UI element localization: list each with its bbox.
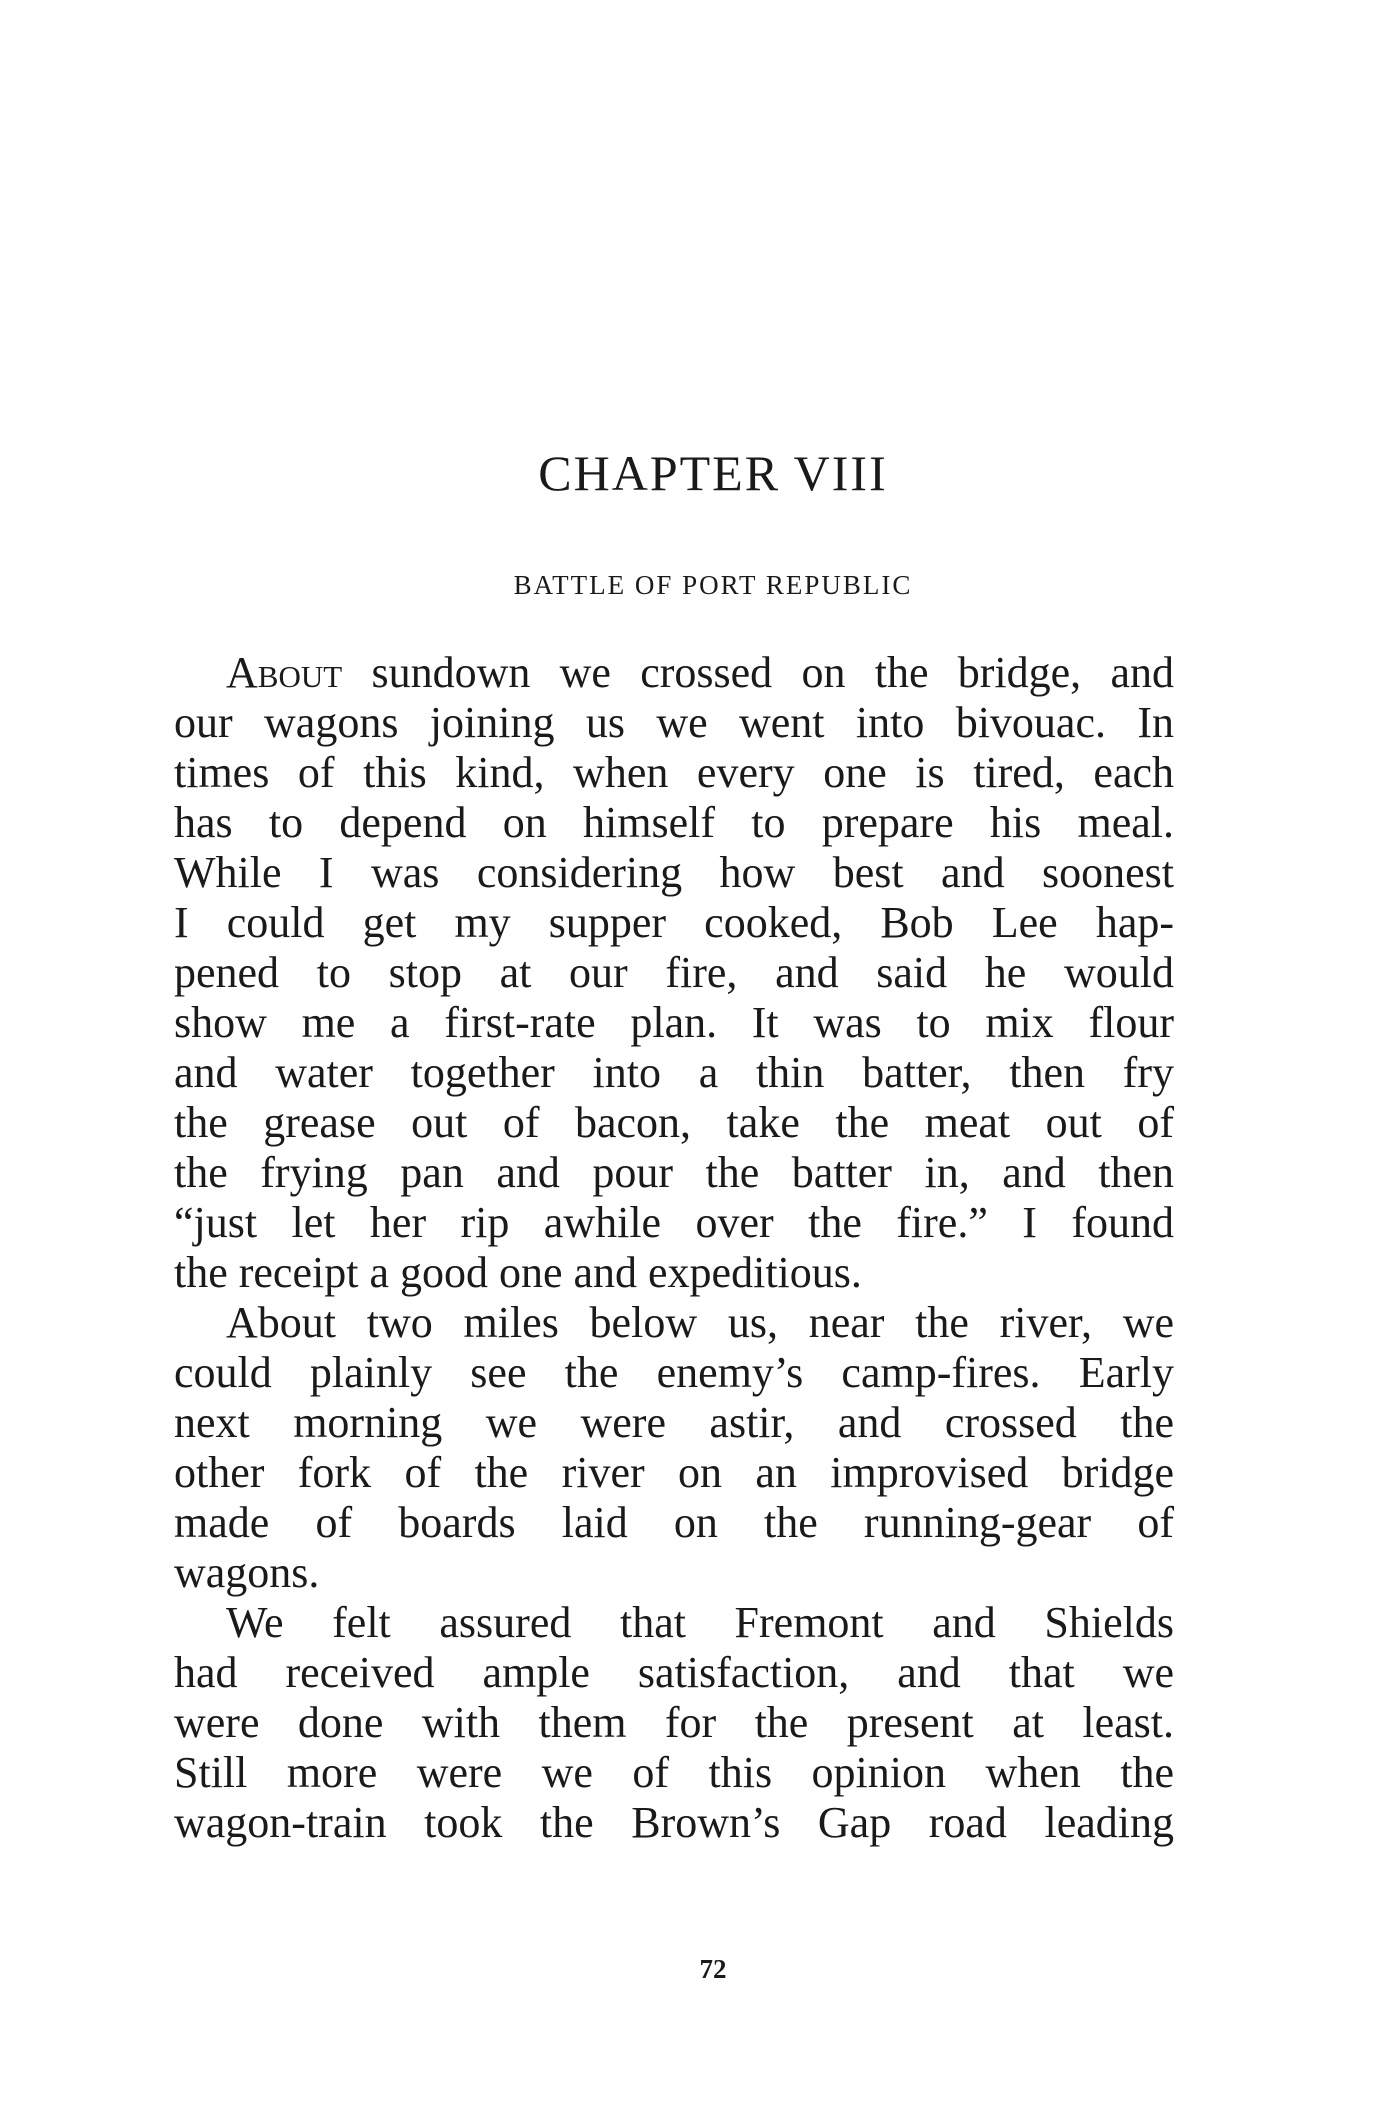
text-line: made of boards laid on the running-gear of bbox=[174, 1498, 1174, 1547]
text-line: wagon-train took the Brown’s Gap road leading bbox=[174, 1798, 1174, 1847]
body-text bbox=[174, 648, 1174, 1848]
text-line: “just let her rip awhile over the fire.” I found bbox=[174, 1198, 1174, 1247]
text-line: the receipt a good one and expeditious. bbox=[174, 1248, 862, 1297]
text-line: the frying pan and pour the batter in, and then bbox=[174, 1148, 1174, 1197]
text-line: I could get my supper cooked, Bob Lee hap- bbox=[174, 898, 1174, 947]
text-line: About two miles below us, near the river, we bbox=[226, 1298, 1174, 1347]
chapter-title: CHAPTER VIII bbox=[538, 445, 888, 501]
text-line: We felt assured that Fremont and Shields bbox=[226, 1598, 1174, 1647]
text-line: next morning we were astir, and crossed the bbox=[174, 1398, 1174, 1447]
text-line: wagons. bbox=[174, 1548, 320, 1597]
text-line: has to depend on himself to prepare his meal. bbox=[174, 798, 1174, 847]
page-number: 72 bbox=[699, 1954, 727, 1984]
lead-word: About bbox=[226, 648, 343, 697]
text-line: About sundown we crossed on the bridge, and bbox=[226, 648, 1174, 697]
text-line: Still more were we of this opinion when the bbox=[174, 1748, 1174, 1797]
text-line: While I was considering how best and soonest bbox=[174, 848, 1174, 897]
text-line: the grease out of bacon, take the meat out of bbox=[174, 1098, 1174, 1147]
text-line: and water together into a thin batter, then fry bbox=[174, 1048, 1174, 1097]
text-line: our wagons joining us we went into bivouac. In bbox=[174, 698, 1174, 747]
text-line: were done with them for the present at least. bbox=[174, 1698, 1174, 1747]
text-line: show me a first-rate plan. It was to mix flour bbox=[174, 998, 1174, 1047]
chapter-subtitle: BATTLE OF PORT REPUBLIC bbox=[513, 570, 913, 600]
text-line: could plainly see the enemy’s camp-fires. Early bbox=[174, 1348, 1174, 1397]
text-line: pened to stop at our fire, and said he would bbox=[174, 948, 1174, 997]
text-line: times of this kind, when every one is tired, each bbox=[174, 748, 1174, 797]
text-line: other fork of the river on an improvised bridge bbox=[174, 1448, 1174, 1497]
text-line: had received ample satisfaction, and that we bbox=[174, 1648, 1174, 1697]
